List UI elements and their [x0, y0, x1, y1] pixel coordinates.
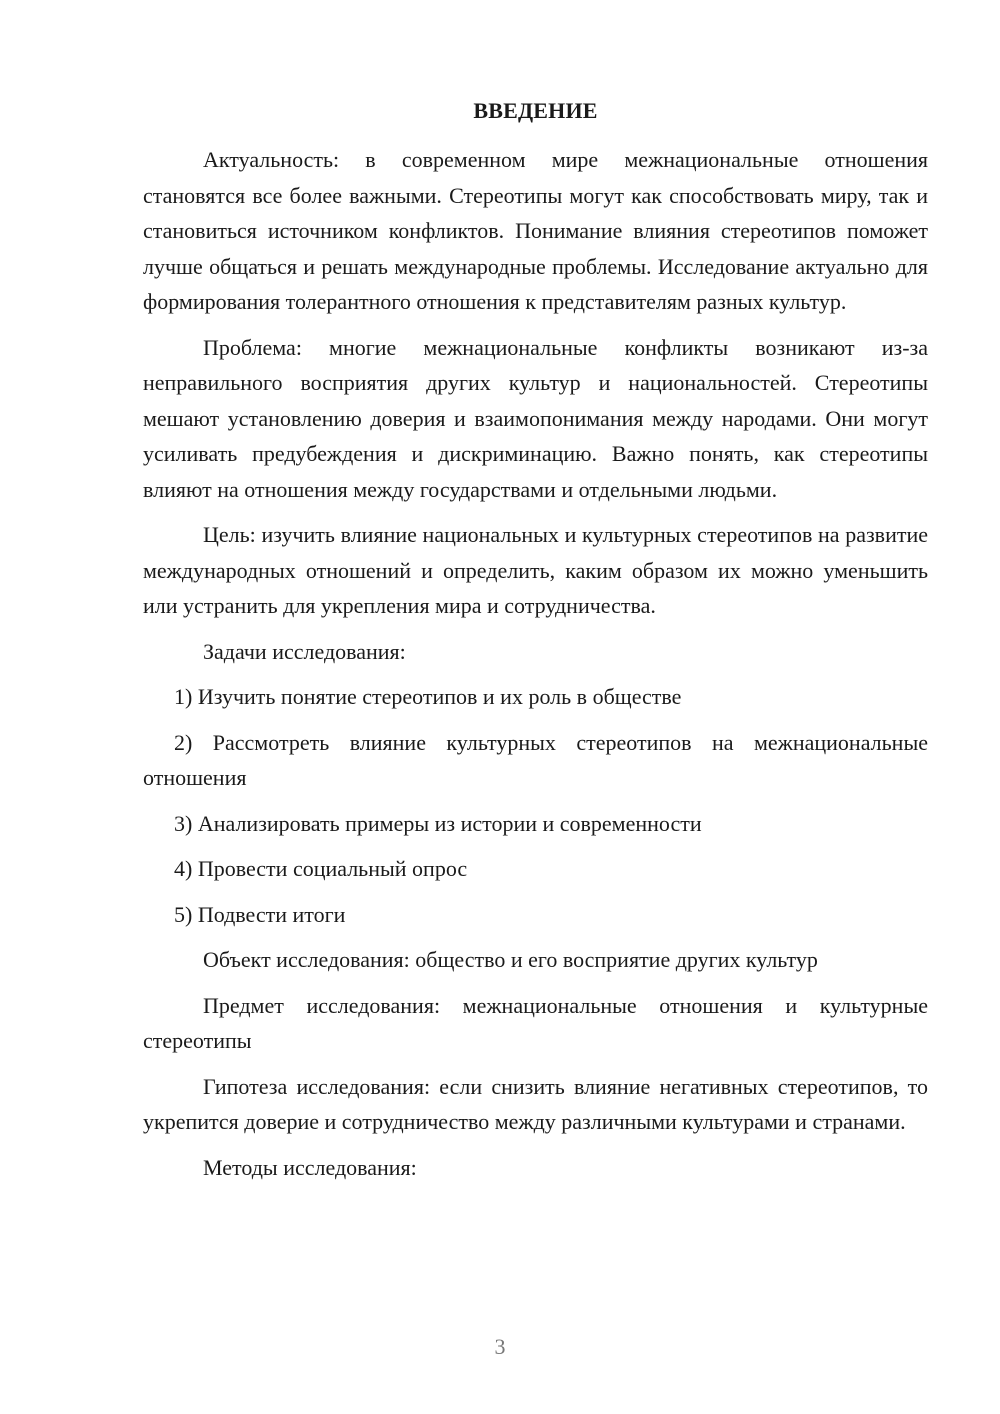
- task-item-2: 2) Рассмотреть влияние культурных стереотипов на межнациональные отношения: [143, 729, 928, 790]
- task-item-5: 5) Подвести итоги: [174, 901, 346, 927]
- paragraph-problem: Проблема: многие межнациональные конфликты возникают из-за неправильного восприятия других культур и национальностей. Стереотипы мешают установлению доверия и взаимопонимания между народами. Они могут усиливать предубеждения и дискриминацию. Важно понять, как стереотипы влияют на отношения между государствами и отдельными людьми.: [143, 334, 928, 502]
- paragraph-goal: Цель: изучить влияние национальных и культурных стереотипов на развитие международных отношений и определить, каким образом их можно уменьшить или устранить для укрепления мира и сотрудничества.: [143, 522, 928, 618]
- paragraph-relevance: Актуальность: в современном мире межнациональные отношения становятся все более важными. Стереотипы могут как способствовать миру, так и становиться источником конфликтов. Понимание влияния стереотипов поможет лучше общаться и решать международные проблемы. Исследование актуально для формирования толерантного отношения к представителям разных культур.: [143, 147, 928, 314]
- paragraph-methods-title: Методы исследования:: [203, 1154, 417, 1180]
- task-item-4: 4) Провести социальный опрос: [174, 856, 468, 881]
- paragraph-tasks-title: Задачи исследования:: [203, 638, 406, 664]
- task-item-3: 3) Анализировать примеры из истории и современности: [174, 810, 702, 836]
- section-heading: ВВЕДЕНИЕ: [473, 98, 598, 123]
- paragraph-hypothesis: Гипотеза исследования: если снизить влияние негативных стереотипов, то укрепится доверие и сотрудничество между различными культурами и странами.: [143, 1073, 928, 1134]
- task-item-1: 1) Изучить понятие стереотипов и их роль в обществе: [174, 684, 682, 709]
- paragraph-object: Объект исследования: общество и его восприятие других культур: [203, 947, 818, 972]
- page-number: 3: [494, 1334, 506, 1359]
- page-content: [143, 96, 928, 1195]
- paragraph-subject: Предмет исследования: межнациональные отношения и культурные стереотипы: [143, 992, 928, 1053]
